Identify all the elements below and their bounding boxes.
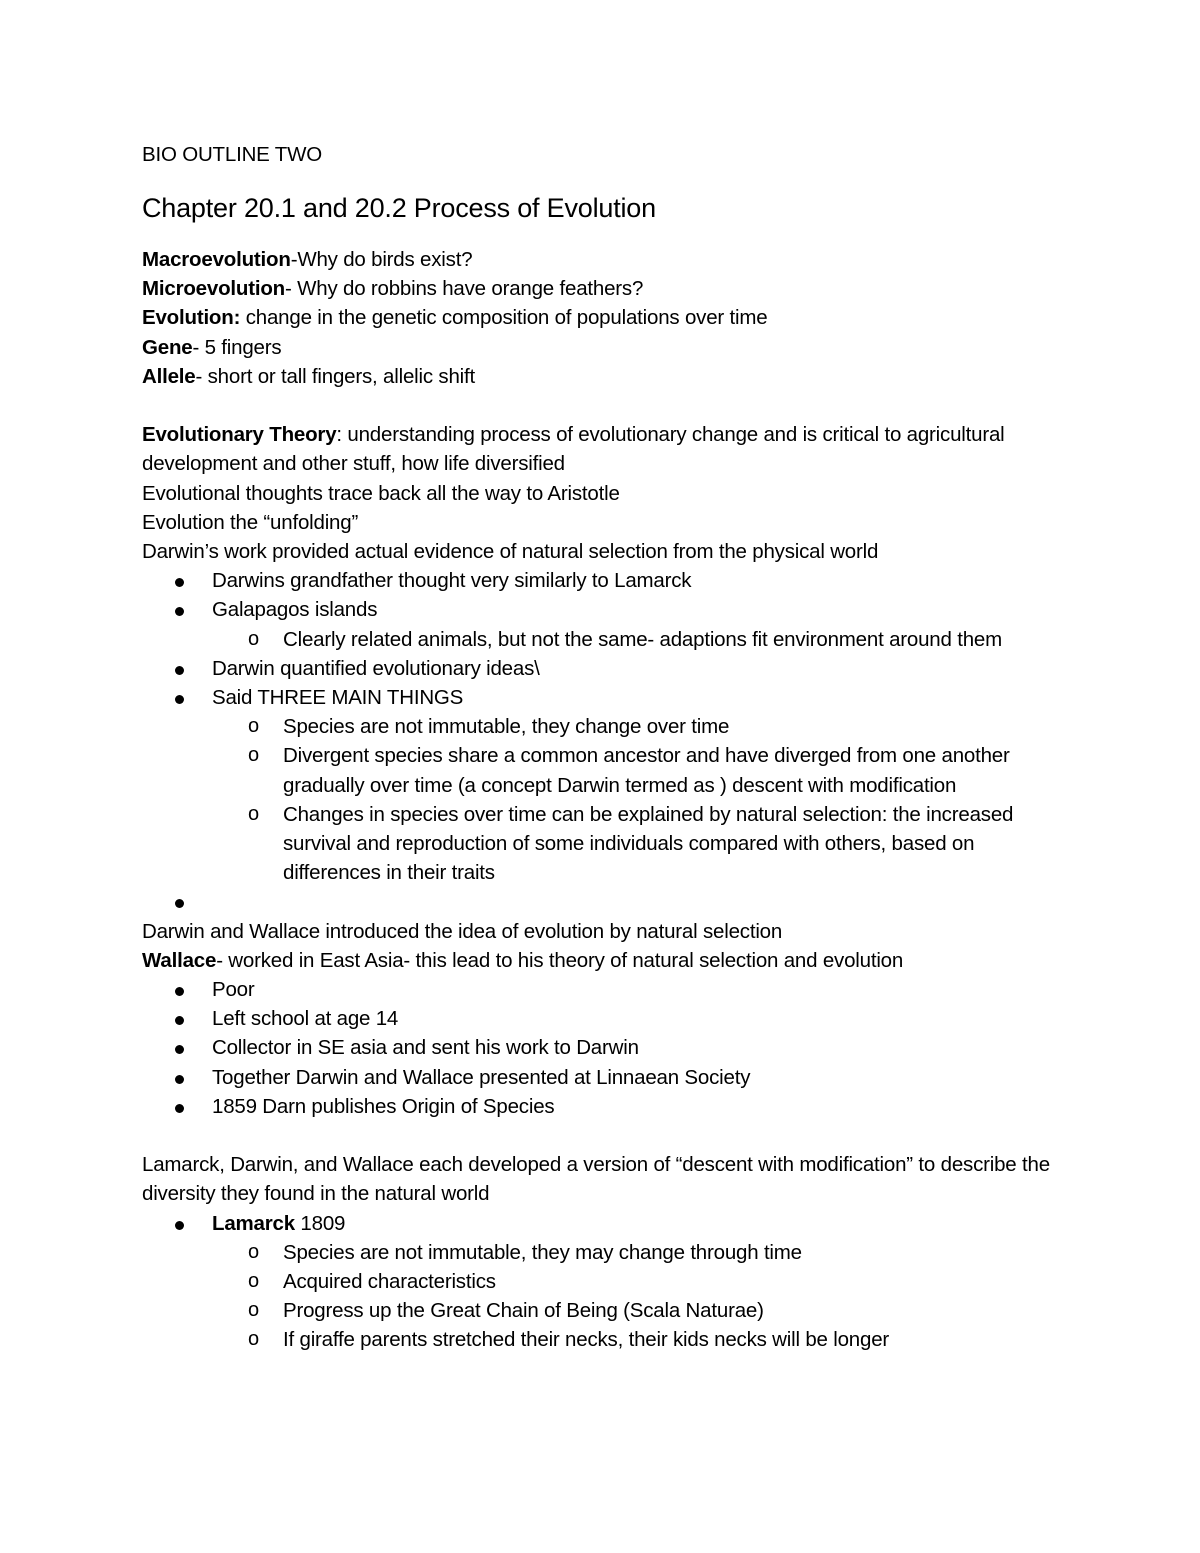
definition-line bbox=[142, 245, 1072, 274]
text-line: Evolutional thoughts trace back all the way to Aristotle bbox=[142, 481, 620, 505]
theory-text: : understanding process of evolutionary change and is critical to agricultural development and other stuff, how life diversified bbox=[142, 423, 1005, 476]
circle-bullet-icon: o bbox=[248, 627, 259, 650]
list-item: Collector in SE asia and sent his work to Darwin bbox=[142, 1033, 1072, 1062]
darwin-bullet-list bbox=[142, 566, 1072, 916]
circle-bullet-icon: o bbox=[248, 715, 259, 738]
definition-line bbox=[142, 274, 1072, 303]
definition-term: Macroevolution bbox=[142, 248, 291, 271]
theory-line bbox=[142, 420, 1072, 478]
sub-list bbox=[212, 712, 1072, 887]
bullet-icon bbox=[175, 1221, 184, 1230]
descent-block bbox=[142, 1150, 1072, 1354]
bullet-icon bbox=[175, 1075, 184, 1084]
definition-line bbox=[142, 333, 1072, 362]
wallace-term: Wallace bbox=[142, 948, 217, 972]
circle-bullet-icon: o bbox=[248, 1299, 259, 1322]
list-item: Said THREE MAIN THINGS o Species are not immutable, they change over time o Divergent species share a common ancestor and have diverged from one another gradually over time (a concept Darwin termed as ) descent with modification o Changes in species over time can be explained by natural selection: the increased survival and reproduction of some individuals compared with others, based on differences in their traits bbox=[142, 683, 1072, 887]
wallace-line bbox=[142, 946, 1072, 975]
wallace-block bbox=[142, 917, 1072, 1121]
spacer bbox=[142, 1121, 1072, 1150]
list-item: Darwin quantified evolutionary ideas\ bbox=[142, 654, 1072, 683]
bullet-icon bbox=[175, 1045, 184, 1054]
definition-term: Allele bbox=[142, 364, 196, 388]
spacer bbox=[142, 391, 1072, 420]
definition-text: change in the genetic composition of populations over time bbox=[240, 306, 768, 330]
sub-list bbox=[212, 1238, 1072, 1355]
doc-header: BIO OUTLINE TWO bbox=[142, 143, 322, 166]
circle-bullet-icon: o bbox=[248, 1240, 259, 1263]
circle-bullet-icon: o bbox=[248, 1270, 259, 1293]
bullet-icon bbox=[175, 899, 184, 908]
document-page bbox=[142, 140, 1072, 1355]
definition-line bbox=[142, 303, 1072, 332]
bullet-icon bbox=[175, 607, 184, 616]
definition-line bbox=[142, 362, 1072, 391]
sub-list-item: o Species are not immutable, they may change through time bbox=[142, 1238, 1072, 1267]
sub-list-item: o If giraffe parents stretched their necks, their kids necks will be longer bbox=[142, 1325, 1072, 1354]
list-item: Lamarck 1809 o Species are not immutable, they may change through time o Acquired characteristics o Progress up the Great Chain of Being (Scala Naturae) o If giraffe parents stretched their necks, their kids necks will be longer bbox=[142, 1209, 1072, 1355]
definition-text: -Why do birds exist? bbox=[290, 248, 473, 271]
list-item-empty bbox=[142, 887, 1072, 916]
list-item: Darwins grandfather thought very similarly to Lamarck bbox=[142, 566, 1072, 595]
wallace-text: - worked in East Asia- this lead to his theory of natural selection and evolution bbox=[216, 948, 904, 972]
bullet-icon bbox=[175, 1104, 184, 1113]
bullet-icon bbox=[175, 1016, 184, 1025]
circle-bullet-icon: o bbox=[248, 1328, 259, 1351]
list-item: Galapagos islands o Clearly related animals, but not the same- adaptions fit environment around them bbox=[142, 595, 1072, 653]
sub-list-item: o Changes in species over time can be explained by natural selection: the increased survival and reproduction of some individuals compared with others, based on differences in their traits bbox=[142, 800, 1072, 888]
definition-text: - Why do robbins have orange feathers? bbox=[284, 277, 644, 301]
theory-term: Evolutionary Theory bbox=[142, 423, 337, 447]
wallace-bullet-list bbox=[142, 975, 1072, 1121]
theory-block bbox=[142, 420, 1072, 916]
definition-term: Evolution: bbox=[142, 306, 241, 330]
circle-bullet-icon: o bbox=[248, 802, 259, 825]
list-item: 1859 Darn publishes Origin of Species bbox=[142, 1092, 1072, 1121]
sub-list-item: o Acquired characteristics bbox=[142, 1267, 1072, 1296]
definitions-block bbox=[142, 245, 1072, 391]
lamarck-term: Lamarck bbox=[212, 1211, 295, 1235]
text-line: Darwin and Wallace introduced the idea of evolution by natural selection bbox=[142, 919, 783, 943]
text-line: Lamarck, Darwin, and Wallace each developed a version of “descent with modification” to describe the diversity they found in the natural world bbox=[142, 1153, 1050, 1206]
bullet-icon bbox=[175, 666, 184, 675]
list-item: Poor bbox=[142, 975, 1072, 1004]
sub-list-item: o Clearly related animals, but not the same- adaptions fit environment around them bbox=[142, 625, 1072, 654]
sub-list bbox=[212, 625, 1072, 654]
chapter-title: Chapter 20.1 and 20.2 Process of Evolution bbox=[142, 193, 656, 223]
text-line: Darwin’s work provided actual evidence of natural selection from the physical world bbox=[142, 540, 879, 564]
bullet-icon bbox=[175, 578, 184, 587]
definition-term: Gene bbox=[142, 335, 193, 359]
definition-text: - short or tall fingers, allelic shift bbox=[195, 364, 476, 388]
text-line: Evolution the “unfolding” bbox=[142, 510, 359, 534]
bullet-icon bbox=[175, 987, 184, 996]
circle-bullet-icon: o bbox=[248, 744, 259, 767]
lamarck-bullet-list bbox=[142, 1209, 1072, 1355]
sub-list-item: o Progress up the Great Chain of Being (Scala Naturae) bbox=[142, 1296, 1072, 1325]
definition-term: Microevolution bbox=[142, 277, 285, 301]
definition-text: - 5 fingers bbox=[192, 335, 282, 359]
bullet-icon bbox=[175, 695, 184, 704]
sub-list-item: o Divergent species share a common ancestor and have diverged from one another gradually over time (a concept Darwin termed as ) descent with modification bbox=[142, 741, 1072, 799]
sub-list-item: o Species are not immutable, they change over time bbox=[142, 712, 1072, 741]
list-item: Left school at age 14 bbox=[142, 1004, 1072, 1033]
list-item: Together Darwin and Wallace presented at Linnaean Society bbox=[142, 1063, 1072, 1092]
